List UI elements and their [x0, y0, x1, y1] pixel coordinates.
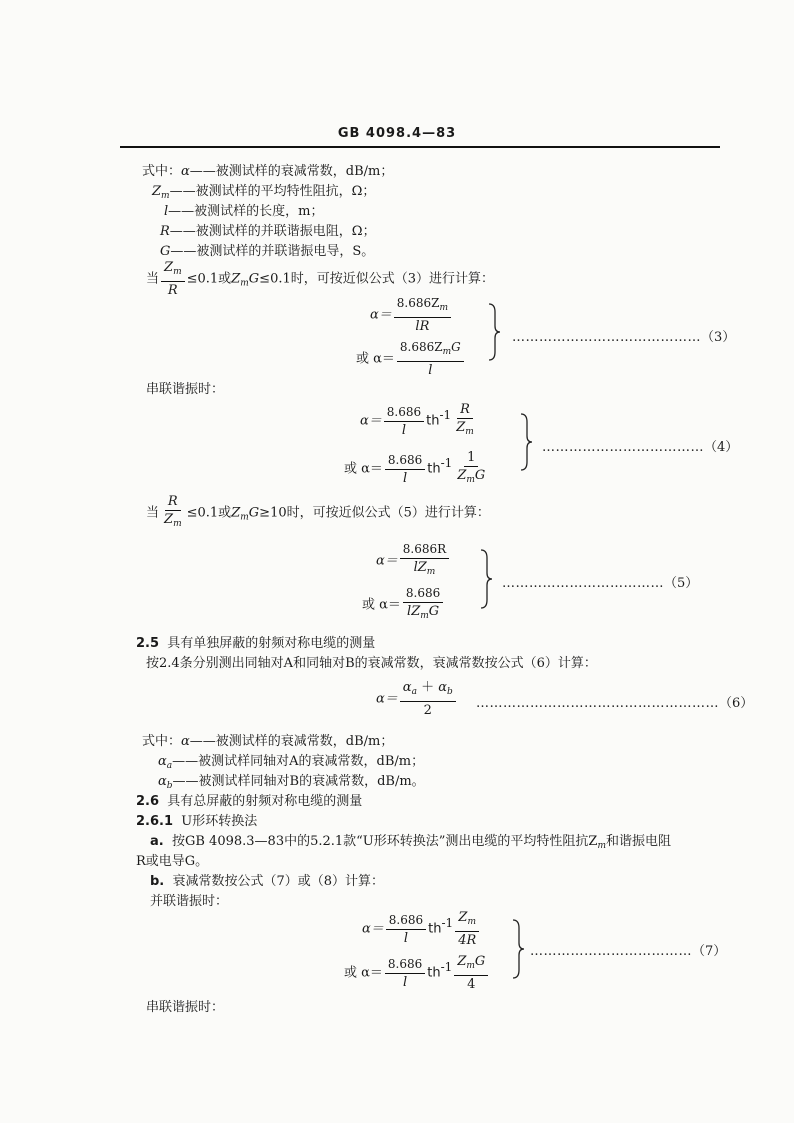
eq7-line1 — [362, 910, 481, 948]
def2-symbol-alpha-b-sub: b — [166, 781, 173, 791]
cond5-pre: 当 — [146, 505, 160, 521]
eq5-line1 — [376, 542, 451, 580]
cond3-num-sub: m — [173, 267, 182, 277]
eq7-dots: ……………………………… — [530, 944, 692, 959]
eq7-line2 — [344, 954, 490, 992]
eq4-brace — [518, 412, 534, 472]
eq7-l1-ffrac — [455, 910, 479, 948]
eq3-l1-lhs: α＝ — [370, 307, 392, 323]
eq3-dots: …………………………………… — [512, 330, 701, 345]
item-b — [150, 870, 384, 889]
def-desc-r: ——被测试样的并联谐振电阻，Ω； — [169, 224, 376, 239]
eq4-l1-fden-sub: m — [465, 427, 474, 437]
series-resonance-1: 串联谐振时： — [146, 382, 225, 397]
eq7-l1-num: 8.686 — [386, 913, 426, 930]
eq4-l1-den: l — [401, 422, 407, 438]
eq3-l1-num-sub: m — [439, 303, 449, 313]
eq7-l2-ffrac — [454, 954, 488, 992]
eq4-l2-fnum: 1 — [464, 450, 478, 467]
section-2-6-1-heading — [136, 810, 257, 829]
eq5-l1-den: lZ — [413, 560, 427, 575]
eq7-l1-th: th — [428, 921, 442, 937]
eq3-brace — [486, 302, 502, 362]
eq4-dots: ……………………………… — [542, 440, 704, 455]
eq6-num-b: α — [438, 680, 448, 695]
def2-symbol-alpha-b: α — [158, 774, 167, 789]
eq6-num-a-sub: a — [411, 687, 417, 697]
eq7-l1-fden: 4R — [458, 933, 477, 948]
item-a-tail: 和谐振电阻 — [606, 834, 672, 849]
eq4-l2-frac — [385, 453, 425, 486]
def-symbol-g: G — [160, 244, 171, 259]
eq4-l1-frac — [384, 405, 424, 438]
parallel-resonance: 并联谐振时： — [150, 894, 229, 909]
eq4-l2-fden-sub: m — [466, 475, 475, 485]
cond5-den: Z — [164, 512, 174, 527]
item-a-sub: m — [597, 841, 606, 851]
eq5-dots: ……………………………… — [502, 576, 664, 591]
item-a-text: 按GB 4098.3—83中的5.2.1款“U形环转换法”测出电缆的平均特性阻抗Z — [171, 834, 598, 849]
section-2-5-body: 按2.4条分别测出同轴对A和同轴对B的衰减常数，衰减常数按公式（6）计算： — [146, 656, 597, 671]
eq5-l1-den-sub: m — [426, 567, 436, 577]
cond3-expr: Z — [231, 271, 241, 287]
cond5-expr-sub: m — [240, 512, 249, 523]
eq7-l2-pre: 或 α＝ — [344, 965, 383, 981]
def-desc-l: ——被测试样的长度，m； — [168, 204, 324, 219]
def-row-l — [164, 200, 324, 219]
eq4-line2 — [344, 450, 490, 488]
eq6-dots: ……………………………………………… — [476, 696, 719, 711]
cond3-expr-sub: m — [240, 278, 249, 289]
eq3-l2-den: l — [428, 363, 433, 378]
def2-desc-alpha-b: ——被测试样同轴对B的衰减常数，dB/m。 — [172, 774, 425, 789]
eq5-leader — [502, 572, 698, 591]
eq7-l2-fnum-tail: G — [474, 954, 486, 969]
definitions-block-1 — [142, 160, 393, 179]
eq7-l1-fnum-sub: m — [467, 917, 477, 927]
def-desc-alpha: ——被测试样的衰减常数，dB/m； — [189, 164, 394, 179]
cond3-mid: ≤0.1或 — [186, 271, 232, 287]
definitions-block-2 — [142, 730, 393, 749]
eq6 — [376, 680, 458, 718]
cond3-den: R — [167, 283, 178, 298]
eq5-l2-den-sub: m — [420, 611, 429, 621]
def2-symbol-alpha: α — [181, 734, 190, 749]
eq4-l1-sup: -1 — [439, 408, 452, 423]
eq5-l1-frac — [400, 542, 449, 580]
eq3-line1 — [370, 296, 453, 334]
def-symbol-z: Z — [152, 184, 162, 199]
def2-intro: 式中： — [142, 734, 182, 749]
eq5-l1-lhs: α＝ — [376, 553, 398, 569]
eq3-line2 — [356, 340, 466, 378]
item-a-line1 — [150, 830, 671, 851]
def-row-g — [160, 240, 374, 259]
def2-symbol-alpha-a-sub: a — [166, 761, 173, 771]
eq7-label: （7） — [692, 944, 727, 959]
eq4-l1-th: th — [426, 413, 440, 429]
eq6-label: （6） — [719, 696, 754, 711]
eq3-leader — [512, 326, 735, 345]
eq7-l2-frac — [385, 957, 425, 990]
eq7-l2-fnum-sub: m — [466, 961, 475, 971]
eq5-brace — [478, 548, 494, 610]
cond3-num: Z — [164, 260, 174, 275]
eq4-l2-fden-tail: G — [474, 468, 486, 483]
eq5-l2-pre: 或 α＝ — [362, 597, 401, 613]
eq4-l1-lhs: α＝ — [360, 413, 382, 429]
eq7-l2-fnum: Z — [457, 954, 467, 969]
cond5-den-sub: m — [173, 519, 182, 529]
cond3-post: ≤0.1时，可按近似公式（3）进行计算： — [259, 271, 495, 287]
section-2-5-heading — [136, 632, 375, 651]
eq7-l1-lhs: α＝ — [362, 921, 384, 937]
condition-eq3 — [146, 260, 494, 298]
section-2-6-heading — [136, 790, 362, 809]
section-2-6-title: 具有总屏蔽的射频对称电缆的测量 — [167, 794, 363, 809]
condition-eq5 — [146, 494, 490, 532]
cond5-expr-rest: G — [248, 505, 260, 521]
def-symbol-z-sub: m — [161, 191, 170, 201]
def2-row-alpha-a — [158, 750, 424, 771]
eq7-l2-num: 8.686 — [385, 957, 425, 974]
eq7-l2-den: l — [403, 974, 408, 990]
eq3-l1-num: 8.686Z — [396, 296, 440, 310]
eq3-l2-num-tail: G — [451, 340, 461, 354]
section-2-6-number: 2.6 — [136, 794, 160, 809]
eq6-leader — [476, 692, 753, 711]
eq4-leader — [542, 436, 738, 455]
eq7-leader — [530, 940, 726, 959]
cond3-pre: 当 — [146, 271, 160, 287]
def-symbol-r: R — [160, 224, 170, 239]
eq7-l1-sup: -1 — [441, 916, 454, 931]
eq4-l1-fnum: R — [460, 402, 470, 417]
eq3-l2-num-sub: m — [442, 347, 452, 357]
eq6-plus: ＋ — [421, 680, 435, 695]
item-a-mark: a. — [150, 834, 164, 849]
eq6-den: 2 — [423, 703, 432, 718]
eq4-l2-den: l — [403, 470, 408, 486]
cond5-expr: Z — [231, 505, 241, 521]
def-symbol-alpha: α — [181, 164, 190, 179]
eq3-l1-den: lR — [415, 319, 430, 334]
eq5-l1-num: 8.686R — [402, 542, 447, 556]
def-symbol-l: l — [164, 204, 169, 219]
eq7-l1-frac — [386, 913, 426, 946]
eq4-label: （4） — [704, 440, 739, 455]
cond5-num: R — [167, 494, 178, 509]
cond5-post: ≥10时，可按近似公式（5）进行计算： — [259, 505, 490, 521]
section-2-5-title: 具有单独屏蔽的射频对称电缆的测量 — [167, 636, 376, 651]
definitions-intro: 式中： — [142, 164, 182, 179]
eq4-l2-fden: Z — [457, 468, 467, 483]
eq4-l1-fden: Z — [456, 420, 466, 435]
def2-row-alpha-b — [158, 770, 425, 791]
eq4-l2-pre: 或 α＝ — [344, 461, 383, 477]
eq4-l2-num: 8.686 — [385, 453, 425, 470]
item-a-line2: R或电导G。 — [136, 854, 209, 869]
item-b-mark: b. — [150, 874, 165, 889]
def-desc-g: ——被测试样的并联谐振电导，S。 — [170, 244, 375, 259]
eq5-label: （5） — [664, 576, 699, 591]
eq3-label: （3） — [701, 330, 736, 345]
eq4-l1-ffrac — [453, 402, 477, 440]
eq7-brace — [510, 918, 526, 980]
eq3-l2-num: 8.686Z — [399, 340, 443, 354]
def-desc-zm: ——被测试样的平均特性阻抗，Ω； — [169, 184, 376, 199]
eq6-lhs: α＝ — [376, 691, 398, 707]
eq7-l2-sup: -1 — [440, 960, 453, 975]
series-resonance-2: 串联谐振时： — [146, 1000, 225, 1015]
eq5-l2-den-tail: G — [428, 604, 440, 619]
eq4-line1 — [360, 402, 479, 440]
eq5-l2-frac — [403, 586, 443, 624]
document-code: GB 4098.4—83 — [337, 126, 457, 141]
item-b-text: 衰减常数按公式（7）或（8）计算： — [172, 874, 385, 889]
eq7-l2-th: th — [427, 965, 441, 981]
eq4-l1-num: 8.686 — [384, 405, 424, 422]
eq4-l2-sup: -1 — [440, 456, 453, 471]
def-row-r — [160, 220, 376, 239]
eq7-l1-den: l — [403, 930, 409, 946]
eq3-l2-pre: 或 α＝ — [356, 351, 395, 367]
eq5-line2 — [362, 586, 445, 624]
eq3-l2-frac — [397, 340, 464, 378]
cond5-fraction — [161, 494, 185, 532]
eq7-l1-fnum: Z — [458, 910, 468, 925]
eq6-frac — [400, 680, 456, 718]
eq6-num-b-sub: b — [447, 687, 453, 697]
section-2-6-1-title: U形环转换法 — [181, 814, 258, 829]
cond5-mid: ≤0.1或 — [186, 505, 232, 521]
section-2-5-number: 2.5 — [136, 636, 160, 651]
def-row-zm — [152, 180, 375, 201]
eq6-num-a: α — [402, 680, 412, 695]
eq4-l2-th: th — [427, 461, 441, 477]
eq5-l2-num: 8.686 — [403, 586, 443, 603]
header-rule — [120, 146, 720, 148]
def2-desc-alpha: ——被测试样的衰减常数，dB/m； — [189, 734, 394, 749]
eq7-l2-fden: 4 — [467, 977, 476, 992]
section-2-6-1-number: 2.6.1 — [136, 814, 174, 829]
eq3-l1-frac — [394, 296, 451, 334]
cond3-expr-rest: G — [248, 271, 260, 287]
cond3-fraction — [161, 260, 185, 298]
def2-desc-alpha-a: ——被测试样同轴对A的衰减常数，dB/m； — [172, 754, 425, 769]
def2-symbol-alpha-a: α — [158, 754, 167, 769]
eq4-l2-ffrac — [454, 450, 488, 488]
eq5-l2-den: lZ — [407, 604, 421, 619]
